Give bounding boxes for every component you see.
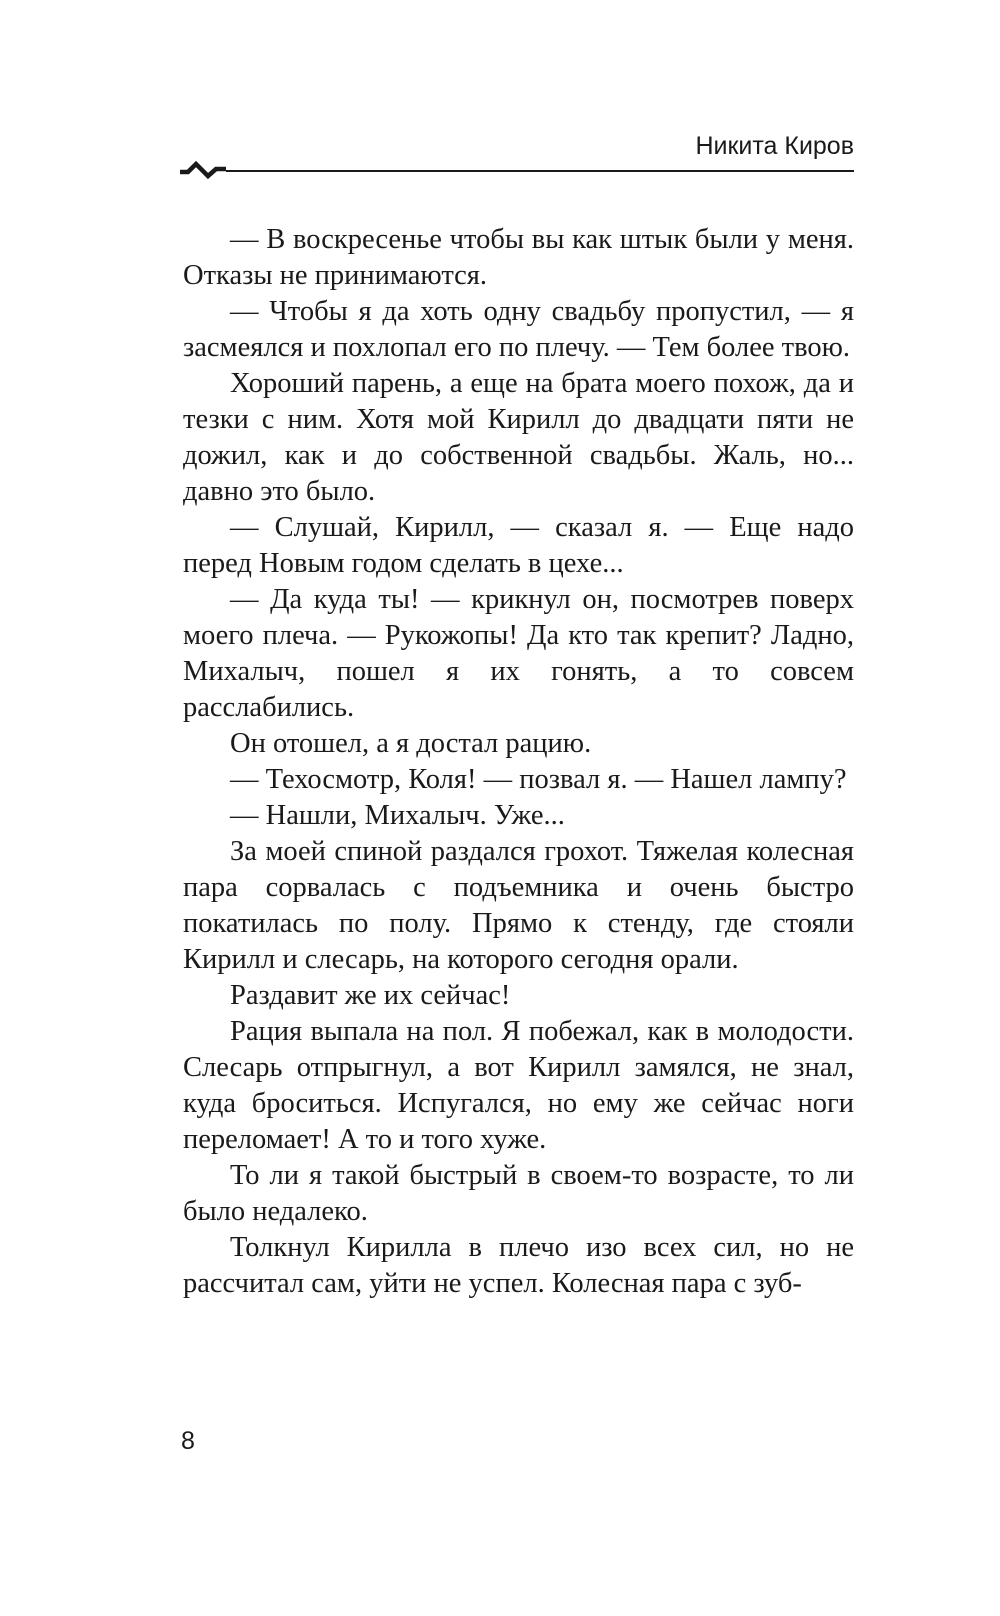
page-body-text xyxy=(183,222,854,1302)
paragraph: — Да куда ты! — крикнул он, посмотрев поверх моего плеча. — Рукожопы! Да кто так крепит? Ладно, Михалыч, пошел я их гонять, а то совсем расслабились. xyxy=(183,584,854,723)
paragraph: Рация выпала на пол. Я побежал, как в молодости. Слесарь отпрыгнул, а вот Кирилл замялся, не знал, куда броситься. Испугался, но ему же сейчас ноги переломает! А то и того хуже. xyxy=(183,1016,854,1155)
page-number: 8 xyxy=(181,1427,195,1455)
paragraph: — Чтобы я да хоть одну свадьбу пропустил, — я засмеялся и похлопал его по плечу. — Тем более твою. xyxy=(183,296,854,363)
paragraph: — В воскресенье чтобы вы как штык были у меня. Отказы не принимаются. xyxy=(183,224,854,291)
paragraph: Раздавит же их сейчас! xyxy=(230,980,511,1011)
header-ornament-icon xyxy=(180,160,230,180)
paragraph: — Нашли, Михалыч. Уже... xyxy=(230,800,565,831)
header-rule xyxy=(226,170,854,172)
running-head-author: Никита Киров xyxy=(695,132,854,160)
paragraph: Хороший парень, а еще на брата моего похож, да и тезки с ним. Хотя мой Кирилл до двадцати пяти не дожил, как и до собственной свадьбы. Жаль, но... давно это было. xyxy=(183,368,854,507)
paragraph: — Слушай, Кирилл, — сказал я. — Еще надо перед Новым годом сделать в цехе... xyxy=(183,512,854,579)
paragraph: То ли я такой быстрый в своем-то возрасте, то ли было недалеко. xyxy=(183,1160,854,1227)
paragraph: Он отошел, а я достал рацию. xyxy=(230,728,592,759)
paragraph: За моей спиной раздался грохот. Тяжелая колесная пара сорвалась с подъемника и очень быстро покатилась по полу. Прямо к стенду, где стояли Кирилл и слесарь, на которого сегодня орали. xyxy=(183,836,854,975)
paragraph: — Техосмотр, Коля! — позвал я. — Нашел лампу? xyxy=(230,764,847,795)
paragraph: Толкнул Кирилла в плечо изо всех сил, но не рассчитал сам, уйти не успел. Колесная пара с зуб- xyxy=(183,1232,854,1299)
